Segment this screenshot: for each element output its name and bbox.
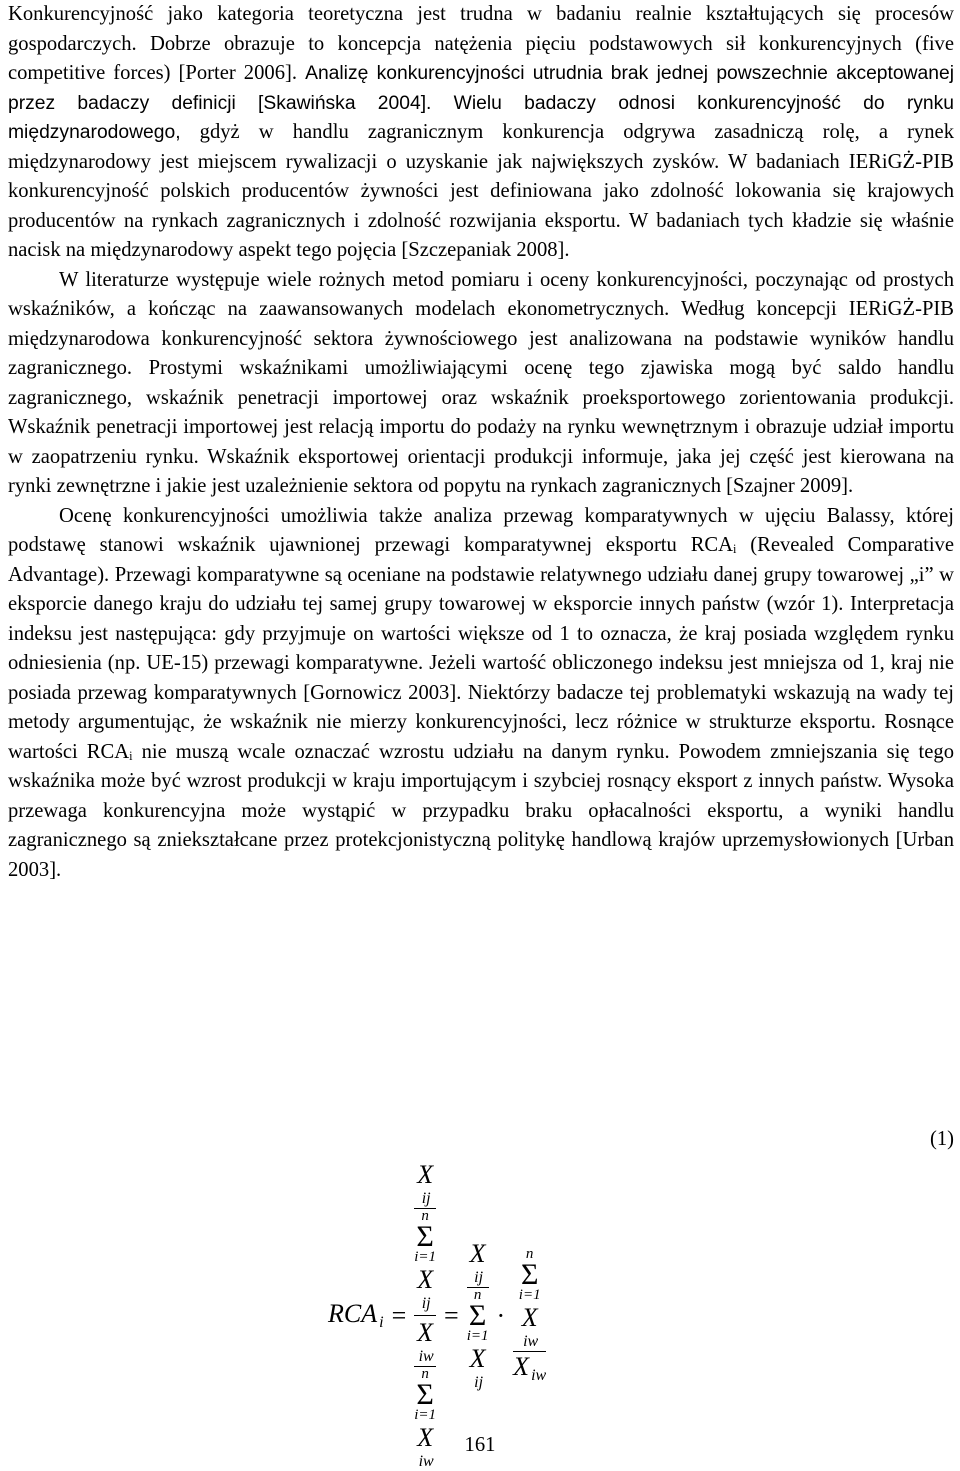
sum-sign: n Σ i=1 (518, 1245, 541, 1303)
paragraph-1-part-c: gdyż w handlu zagranicznym konkurencja odgrywa zasadniczą rolę, a rynek międzynarodowy jest miejscem rywalizacji o uzyskanie jak największych zysków. W badaniach IERiGŻ-PIB konkurencyjność polskich producentów żywności jest definiowana jako zdolność lokowania się krajowych producentów na rynkach zagranicznych i zdolność rozwijania eksportu. W badaniach tych kładzie się właśnie nacisk na międzynarodowy aspekt tego pojęcia [Szczepaniak 2008]. (8, 121, 954, 261)
formula-equals-1: = (391, 1300, 407, 1330)
sum-sign: n Σ i=1 (414, 1366, 437, 1423)
upper-inner-fraction: X ij n Σ i=1 X ij (414, 1160, 437, 1312)
right-fraction-2: n Σ i=1 X iw X $_{iw}$ (513, 1245, 547, 1384)
paragraph-3: Ocenę konkurencyjności umożliwia także analiza przewag komparatywnych w ujęciu Balassy, której podstawę stanowi wskaźnik ujawnionej przewagi komparatywnej eksportu RCAᵢ (Revealed Comparative Advantage). Przewagi komparatywne są oceniane na podstawie relatywnego udziału danej grupy towarowej „i” w eksporcie danego kraju do udziału tej samej grupy towarowej w eksporcie innych państw (wzór 1). Interpretacja indeksu jest następująca: gdy przyjmuje on wartości większe od 1 to oznacza, że kraj posiada względem rynku odniesienia (np. UE-15) przewagi komparatywne. Jeżeli wartość obliczonego indeksu jest mniejsza od 1, kraj nie posiada przewag komparatywnych [Gornowicz 2003]. Niektórzy badacze tej problematyki wskazują na wady tej metody argumentując, że wskaźnik nie mierzy konkurencyjności, lecz różnice w strukturze eksportu. Rosnące wartości RCAᵢ nie muszą wcale oznaczać wzrostu udziału na danym rynku. Powodem zmniejszania się tego wskaźnika może być wzrost produkcji w kraju importującym i szybciej rosnący eksport z innych państw. Wysoka przewaga konkurencyjna może wystąpić w przypadku braku opłacalności eksportu, a wyniki handlu zagranicznego są zniekształcane przez protekcjonistyczną politykę handlową krajów uprzemysłowionych [Urban 2003]. (8, 504, 954, 881)
right-fraction-1: X ij n Σ i=1 X ij (466, 1239, 489, 1391)
page-number: 161 (464, 1434, 496, 1456)
sum-sign: n Σ i=1 (414, 1208, 437, 1265)
formula-dot: · (496, 1300, 506, 1330)
paragraph-1 (8, 0, 954, 266)
sum-sign: n Σ i=1 (466, 1287, 489, 1344)
equation-label: (1) (929, 1128, 954, 1150)
paragraph-1-part-b: Analizę konkurencyjności utrudnia brak jednej powszechnie akceptowanej przez badaczy definicji [Skawińska 2004]. Wielu badaczy odnosi konkurencyjność do rynku międzynarodowego, (8, 63, 954, 143)
paragraph-1-part-a: Konkurencyjność jako kategoria teoretyczna jest trudna w badaniu realnie kształtujących się procesów gospodarczych. Dobrze obrazuje to koncepcja natężenia pięciu podstawowych sił konkurencyjnych (five competitive forces) [Porter 2006]. (8, 3, 954, 84)
formula-compound-fraction (414, 1160, 436, 1471)
document-page (8, 0, 954, 1150)
paragraph-2: W literaturze występuje wiele rożnych metod pomiaru i oceny konkurencyjności, poczynając od prostych wskaźników, a kończąc na zaawansowanych modelach ekonometrycznych. Według koncepcji IERiGŻ-PIB międzynarodowa konkurencyjność sektora żywnościowego jest analizowana na podstawie wyników handlu zagranicznego. Prostymi wskaźnikami umożliwiającymi ocenę tego zjawiska mogą być saldo handlu zagranicznego, wskaźnik penetracji importowej oraz wskaźnik proeksportowego zorientowania produkcji. Wskaźnik penetracji importowej jest relacją importu do podaży na rynku wewnętrznym i obrazuje udział importu w zaopatrzeniu rynku. Wskaźnik eksportowej orientacji produkcji informuje, jaka jej część jest kierowana na rynki zewnętrzne i jakie jest uzależnienie sektora od popytu na rynkach zagranicznych [Szajner 2009]. (8, 268, 954, 497)
lower-inner-fraction: X iw n Σ i=1 X iw (414, 1318, 437, 1470)
formula-equals-2: = (444, 1300, 459, 1330)
formula-lhs: RCA $_i$ (328, 1299, 384, 1331)
rca-formula (328, 1160, 546, 1471)
